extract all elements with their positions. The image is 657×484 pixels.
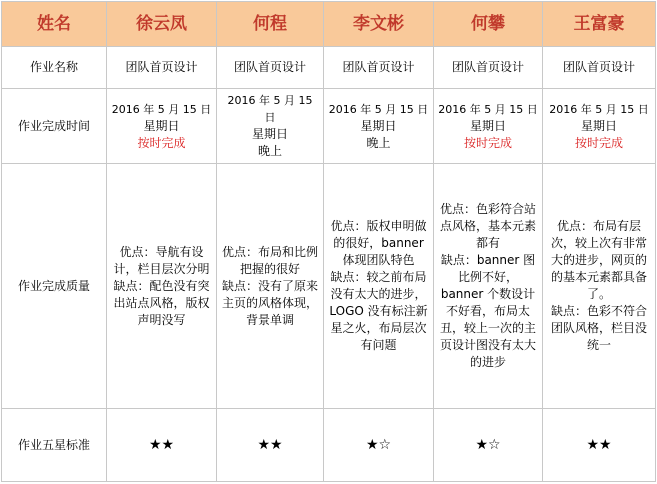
completion-status: 按时完成 xyxy=(137,135,186,150)
star-rating: ★★ xyxy=(107,409,217,482)
quality-pros: 优点：导航有设计，栏目层次分明 xyxy=(113,244,210,276)
completion-time-cell xyxy=(107,89,217,164)
quality-pros: 优点：色彩符合站点风格，基本元素都有 xyxy=(439,202,536,250)
completion-time-cell xyxy=(324,89,434,164)
completion-weekday: 星期日 xyxy=(580,118,617,133)
work-name-cell: 团队首页设计 xyxy=(543,47,656,89)
completion-date: 2016 年 5 月 15 日 xyxy=(227,94,313,124)
header-name: 王富豪 xyxy=(543,2,656,47)
row-label: 作业完成时间 xyxy=(2,89,107,164)
completion-weekday: 星期日 xyxy=(360,118,397,133)
completion-time-cell xyxy=(434,89,543,164)
stars-row xyxy=(2,409,656,482)
quality-cons: 缺点：配色没有突出站点风格，版权声明没写 xyxy=(113,278,210,327)
evaluation-table xyxy=(1,1,656,482)
star-rating: ★★ xyxy=(217,409,324,482)
header-row xyxy=(2,2,656,47)
star-rating: ★☆ xyxy=(324,409,434,482)
work-name-cell: 团队首页设计 xyxy=(217,47,324,89)
work-name-cell: 团队首页设计 xyxy=(434,47,543,89)
completion-status: 晚上 xyxy=(257,144,282,158)
header-name: 何程 xyxy=(217,2,324,47)
quality-pros: 优点：布局有层次，较上次有非常大的进步，网页的的基本元素都具备了。 xyxy=(550,219,647,301)
completion-time-row xyxy=(2,89,656,164)
completion-time-cell xyxy=(217,89,324,164)
star-rating: ★☆ xyxy=(434,409,543,482)
completion-date: 2016 年 5 月 15 日 xyxy=(111,102,212,116)
quality-cons: 缺点：没有了原来主页的风格体现，背景单调 xyxy=(221,278,318,327)
quality-cons: 缺点：banner 图比例不好，banner 个数设计不好看，布局太丑，较上一次的主页设计图没有太大的进步 xyxy=(439,253,536,369)
quality-cell xyxy=(434,164,543,409)
completion-status: 按时完成 xyxy=(463,135,512,150)
quality-cell xyxy=(217,164,324,409)
quality-cell xyxy=(324,164,434,409)
completion-weekday: 星期日 xyxy=(469,118,506,133)
row-label: 作业名称 xyxy=(2,47,107,89)
completion-date: 2016 年 5 月 15 日 xyxy=(328,102,429,116)
quality-cell xyxy=(543,164,656,409)
quality-cons: 缺点：较之前布局没有太大的进步，LOGO 没有标注新星之火，布局层次有问题 xyxy=(329,270,428,352)
quality-row xyxy=(2,164,656,409)
completion-weekday: 星期日 xyxy=(251,127,288,141)
header-corner: 姓名 xyxy=(2,2,107,47)
header-name: 李文彬 xyxy=(324,2,434,47)
header-name: 徐云凤 xyxy=(107,2,217,47)
work-name-cell: 团队首页设计 xyxy=(107,47,217,89)
star-rating: ★★ xyxy=(543,409,656,482)
row-label: 作业完成质量 xyxy=(2,164,107,409)
completion-weekday: 星期日 xyxy=(143,118,180,133)
quality-pros: 优点：版权申明做的很好，banner 体现团队特色 xyxy=(330,219,427,267)
completion-status: 按时完成 xyxy=(574,135,623,150)
completion-date: 2016 年 5 月 15 日 xyxy=(438,102,538,116)
quality-cons: 缺点：色彩不符合团队风格，栏目没统一 xyxy=(550,304,647,352)
header-name: 何攀 xyxy=(434,2,543,47)
row-label: 作业五星标准 xyxy=(2,409,107,482)
completion-status: 晚上 xyxy=(366,135,391,150)
work-name-row xyxy=(2,47,656,89)
quality-cell xyxy=(107,164,217,409)
completion-date: 2016 年 5 月 15 日 xyxy=(549,102,649,116)
quality-pros: 优点：布局和比例把握的很好 xyxy=(221,244,318,276)
work-name-cell: 团队首页设计 xyxy=(324,47,434,89)
completion-time-cell xyxy=(543,89,656,164)
